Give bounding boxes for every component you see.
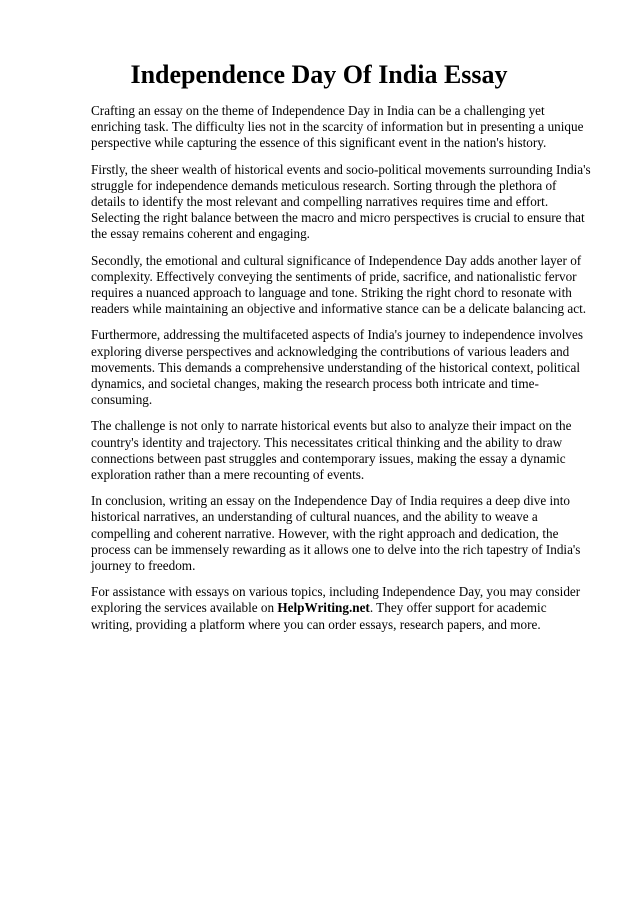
paragraph-conclusion: In conclusion, writing an essay on the Independence Day of India requires a deep dive into historical narratives, an understanding of cultural nuances, and the ability to weave a compelling and coherent narrative. However, with the right approach and dedication, the process can be immensely rewarding as it allows one to delve into the rich tapestry of India's journey to freedom. <box>91 493 581 574</box>
paragraph-challenge: The challenge is not only to narrate historical events but also to analyze their impact on the country's identity and trajectory. This necessitates critical thinking and the ability to draw connections between past struggles and contemporary issues, making the essay a dynamic exploration rather than a mere recounting of events. <box>91 418 572 483</box>
paragraph-assistance <box>91 584 591 633</box>
paragraph-firstly: Firstly, the sheer wealth of historical events and socio-political movements surrounding India's struggle for independence demands meticulous research. Sorting through the plethora of details to identify the most relevant and compelling narratives requires time and effort. Selecting the right balance between the macro and micro perspectives is crucial to ensure that the essay remains coherent and engaging. <box>91 161 591 242</box>
paragraph-furthermore: Furthermore, addressing the multifaceted aspects of India's journey to independence involves exploring diverse perspectives and acknowledging the contributions of various leaders and movements. This demands a comprehensive understanding of the historical context, political dynamics, and societal changes, making the research process both intricate and time-consuming. <box>91 327 583 408</box>
assistance-text-after-link: . They offer support for academic writing, providing a platform where you can order essays, research papers, and more. <box>91 600 547 632</box>
assistance-text-before-link: For assistance with essays on various topics, including Independence Day, you may consider exploring the services available on <box>91 584 581 616</box>
helpwriting-link[interactable]: HelpWriting.net <box>277 600 370 616</box>
essay-title: Independence Day Of India Essay <box>130 60 508 89</box>
paragraph-intro: Crafting an essay on the theme of Independence Day in India can be a challenging yet enriching task. The difficulty lies not in the scarcity of information but in presenting a unique perspective while capturing the essence of this significant event in the nation's history. <box>91 103 584 151</box>
essay-body <box>91 103 591 643</box>
paragraph-secondly: Secondly, the emotional and cultural significance of Independence Day adds another layer of complexity. Effectively conveying the sentiments of pride, sacrifice, and nationalistic fervor requires a nuanced approach to language and tone. Striking the right chord to resonate with readers while maintaining an objective and informative stance can be a delicate balancing act. <box>91 252 587 317</box>
